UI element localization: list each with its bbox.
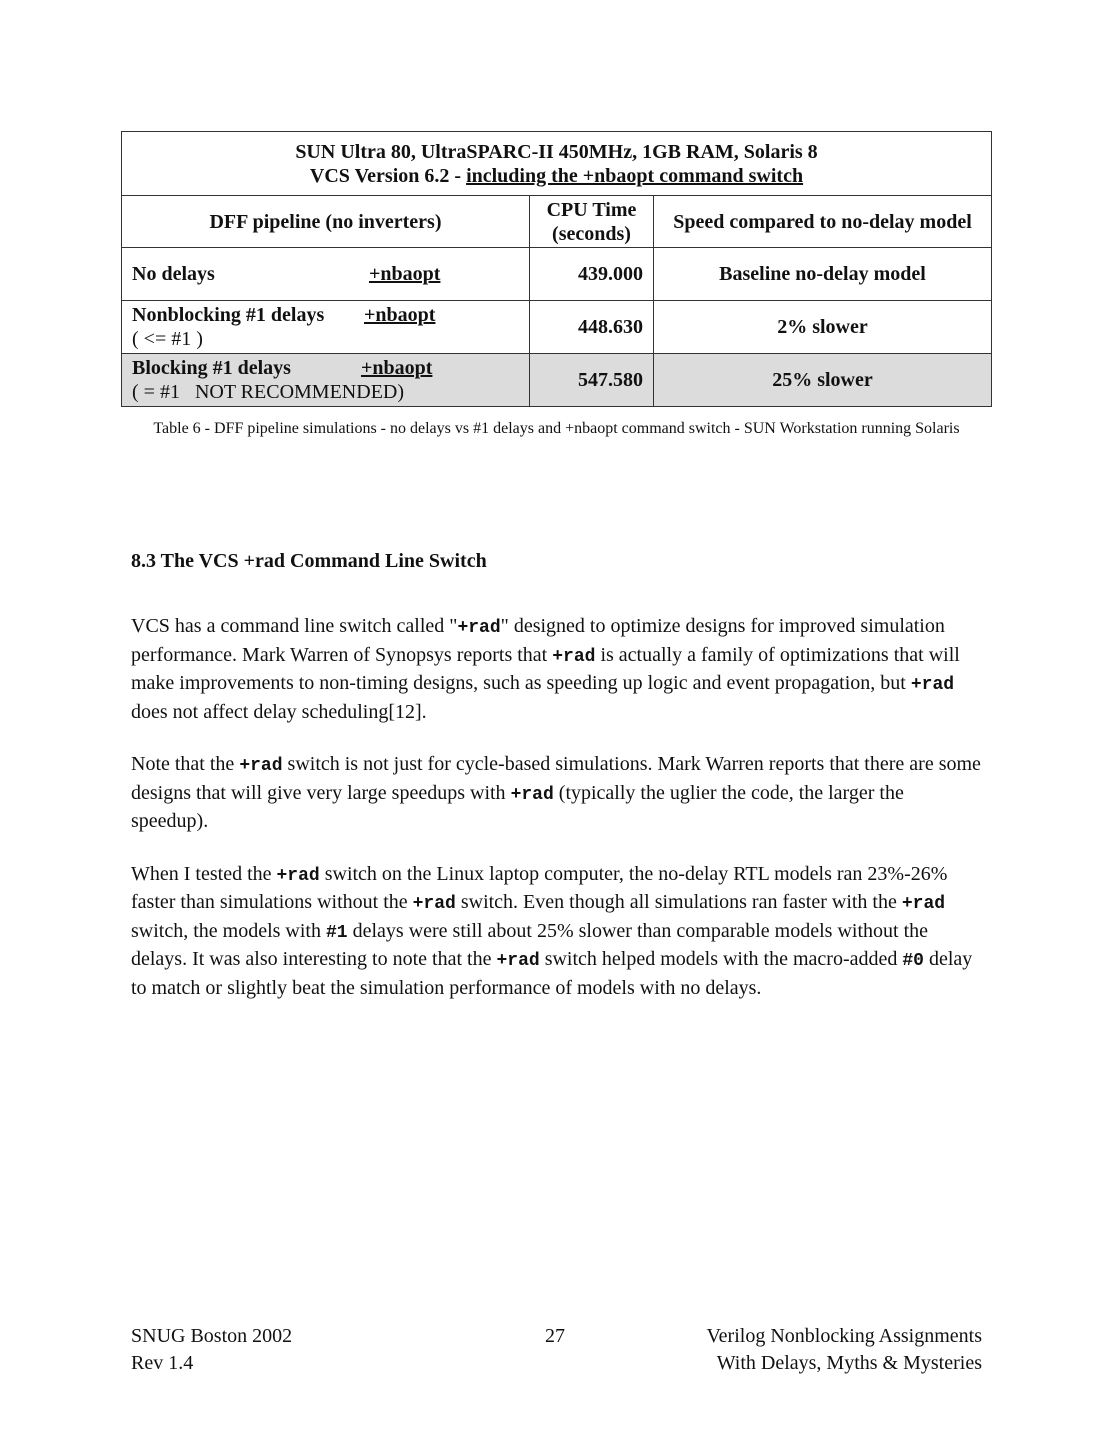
table-caption: Table 6 - DFF pipeline simulations - no delays vs #1 delays and +nbaopt command switch - SUN Workstation running Solaris [153, 420, 960, 437]
footer-title2: With Delays, Myths & Mysteries [716, 1351, 982, 1374]
inline-code: +rad [496, 951, 540, 971]
row-name: Blocking #1 delays [132, 357, 291, 379]
footer-title1: Verilog Nonblocking Assignments [706, 1325, 982, 1347]
table-title-line1: SUN Ultra 80, UltraSPARC-II 450MHz, 1GB RAM, Solaris 8 [295, 140, 818, 163]
row-switch: +nbaopt [361, 357, 433, 379]
row-time: 547.580 [530, 354, 654, 407]
row-note: ( <= #1 ) [132, 328, 203, 350]
text-span: VCS has a command line switch called " [131, 615, 458, 637]
table-title-underlined: including the +nbaopt command switch [466, 164, 804, 187]
text-span: switch on the Linux laptop computer, the no-delay RTL models ran 23%-26% faster than simulations without the [131, 862, 948, 913]
text-span: switch is not just for cycle-based simulations. Mark Warren reports that there are some designs that will give very large speedups with [131, 753, 981, 804]
row-speed: 25% slower [654, 354, 992, 407]
text-span: switch, the models with [131, 919, 326, 942]
row-label [122, 301, 530, 354]
table-row [122, 354, 992, 407]
footer-revision: Rev 1.4 [131, 1351, 194, 1374]
inline-code: #1 [325, 922, 348, 943]
text-span: Note that the [131, 753, 240, 775]
row-label [122, 354, 530, 407]
row-label [122, 248, 530, 301]
inline-code: +rad [901, 894, 946, 914]
row-name: Nonblocking #1 delays [132, 304, 325, 326]
inline-code: +rad [910, 675, 955, 695]
row-switch: +nbaopt [364, 304, 436, 326]
section-heading: 8.3 The VCS +rad Command Line Switch [131, 550, 487, 572]
body-text [131, 613, 983, 1027]
footer-left [131, 1323, 292, 1376]
row-speed: 2% slower [654, 301, 992, 354]
row-time: 448.630 [530, 301, 654, 354]
text-span: delay to match or slightly beat the simulation performance of models with no delays. [131, 948, 973, 999]
row-note: ( = #1 NOT RECOMMENDED) [132, 381, 405, 403]
inline-code: #0 [902, 951, 924, 971]
row-speed: Baseline no-delay model [654, 248, 992, 301]
row-time: 439.000 [530, 248, 654, 301]
table-header-row [122, 196, 992, 248]
results-table [121, 131, 992, 407]
header-cpu-time: CPU Time (seconds) [530, 196, 654, 248]
text-span: delays were still about 25% slower than comparable models without the delays. It was also interesting to note that the [131, 919, 929, 970]
table-title-prefix: VCS Version 6.2 - [309, 164, 467, 187]
table-row [122, 301, 992, 354]
text-span: (typically the uglier the code, the larger the speedup). [131, 781, 904, 832]
text-span: switch. Even though all simulations ran faster with the [455, 891, 902, 913]
paragraph [131, 751, 983, 835]
inline-code: +rad [276, 865, 320, 886]
inline-code: +rad [552, 646, 596, 667]
footer-right [706, 1323, 982, 1376]
inline-code: +rad [457, 618, 501, 638]
table-title-line2 [132, 164, 981, 188]
text-span: does not affect delay scheduling[12]. [131, 700, 427, 723]
header-pipeline: DFF pipeline (no inverters) [122, 196, 530, 248]
text-span: is actually a family of optimizations that will make improvements to non-timing designs, such as speeding up logic and event propagation, but [131, 643, 960, 694]
inline-code: +rad [239, 756, 283, 776]
inline-code: +rad [510, 784, 554, 805]
text-span: When I tested the [131, 862, 277, 885]
paragraph [131, 613, 983, 725]
text-span: switch helped models with the macro-added [539, 948, 903, 970]
page-number: 27 [545, 1325, 565, 1347]
header-speed: Speed compared to no-delay model [654, 196, 992, 248]
row-name: No delays [132, 263, 215, 285]
text-span: " designed to optimize designs for improved simulation performance. Mark Warren of Synopsys reports that [131, 615, 945, 666]
row-switch: +nbaopt [369, 263, 441, 285]
table-title-row [122, 132, 992, 196]
footer-conference: SNUG Boston 2002 [131, 1325, 293, 1347]
inline-code: +rad [412, 894, 456, 914]
paragraph [131, 861, 983, 1002]
table-row [122, 248, 992, 301]
